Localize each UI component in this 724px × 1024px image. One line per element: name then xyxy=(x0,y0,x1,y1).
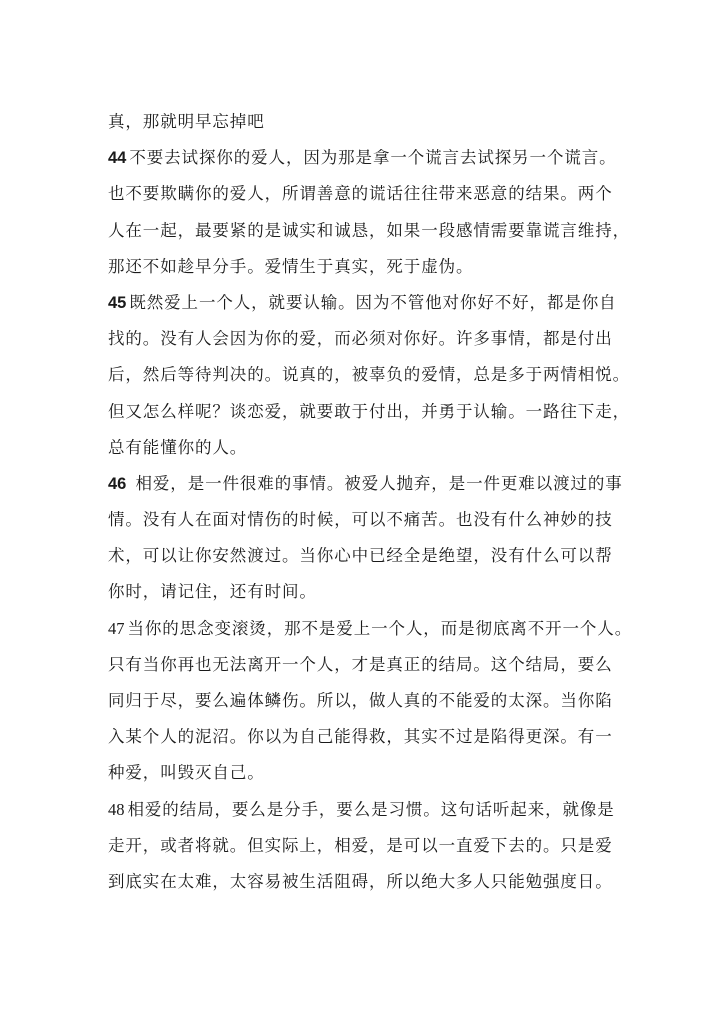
text-line xyxy=(108,321,628,357)
line-text: 找的。没有人会因为你的爱，而必须对你好。许多事情，都是付出 xyxy=(108,329,613,349)
text-line xyxy=(108,394,628,430)
line-text: 术，可以让你安然渡过。当你心中已经全是绝望，没有什么可以帮 xyxy=(108,546,613,566)
line-text: 同归于尽，要么遍体鳞伤。所以，做人真的不能爱的太深。当你陷 xyxy=(108,691,613,710)
text-line xyxy=(108,430,628,466)
text-line xyxy=(108,719,628,755)
line-text: 真，那就明早忘掉吧 xyxy=(108,112,265,131)
paragraph-45-start xyxy=(108,285,628,321)
line-text: 也不要欺瞒你的爱人，所谓善意的谎话往往带来恶意的结果。两个 xyxy=(108,184,613,204)
paragraph-47-start xyxy=(108,611,633,647)
line-text: 只有当你再也无法离开一个人，才是真正的结局。这个结局，要么 xyxy=(108,654,613,674)
text-line xyxy=(108,647,628,683)
line-text: 你时，请记住，还有时间。 xyxy=(108,582,317,602)
line-text: 种爱，叫毁灭自己。 xyxy=(108,763,265,783)
text-line xyxy=(108,357,628,393)
text-line xyxy=(108,104,628,140)
line-text: 总有能懂你的人。 xyxy=(108,437,248,457)
paragraph-48-start xyxy=(108,792,628,828)
line-text: 相爱，是一件很难的事情。被爱人抛弃，是一件更难以渡过的事 xyxy=(129,473,623,493)
item-number: 48 xyxy=(108,799,125,819)
line-text: 相爱的结局，要么是分手，要么是习惯。这句话听起来，就像是 xyxy=(127,799,615,819)
text-line xyxy=(108,176,628,212)
line-text: 但又怎么样呢？谈恋爱，就要敢于付出，并勇于认输。一路往下走， xyxy=(108,401,630,421)
line-text: 情。没有人在面对情伤的时候，可以不痛苦。也没有什么神妙的技 xyxy=(108,510,613,530)
text-line xyxy=(108,249,628,285)
line-text: 走开，或者将就。但实际上，相爱，是可以一直爱下去的。只是爱 xyxy=(108,835,613,855)
text-line xyxy=(108,574,628,610)
text-line xyxy=(108,502,628,538)
text-line xyxy=(108,828,628,864)
item-number: 44 xyxy=(108,149,127,168)
line-text: 当你的思念变滚烫，那不是爱上一个人，而是彻底离不开一个人。 xyxy=(127,618,633,638)
text-line xyxy=(108,755,628,791)
text-line xyxy=(108,864,628,900)
line-text: 既然爱上一个人，就要认输。因为不管他对你好不好，都是你自 xyxy=(129,292,617,312)
paragraph-46-start xyxy=(108,466,628,502)
document-page xyxy=(108,104,633,900)
line-text: 到底实在太难，太容易被生活阻碍，所以绝大多人只能勉强度日。 xyxy=(108,871,613,891)
item-number: 47 xyxy=(108,618,125,638)
text-line xyxy=(108,213,628,249)
line-text: 不要去试探你的爱人，因为那是拿一个谎言去试探另一个谎言。 xyxy=(129,148,617,168)
paragraph-44-start xyxy=(108,140,628,176)
line-text: 那还不如趁早分手。爱情生于真实，死于虚伪。 xyxy=(108,256,474,276)
text-line xyxy=(108,538,628,574)
line-text: 入某个人的泥沼。你以为自己能得救，其实不过是陷得更深。有一 xyxy=(108,727,613,747)
item-number: 46 xyxy=(108,474,127,493)
line-text: 后，然后等待判决的。说真的，被辜负的爱情，总是多于两情相悦。 xyxy=(108,365,630,385)
item-number: 45 xyxy=(108,293,127,312)
text-line xyxy=(108,683,628,719)
line-text: 人在一起，最要紧的是诚实和诚恳，如果一段感情需要靠谎言维持， xyxy=(108,220,630,240)
